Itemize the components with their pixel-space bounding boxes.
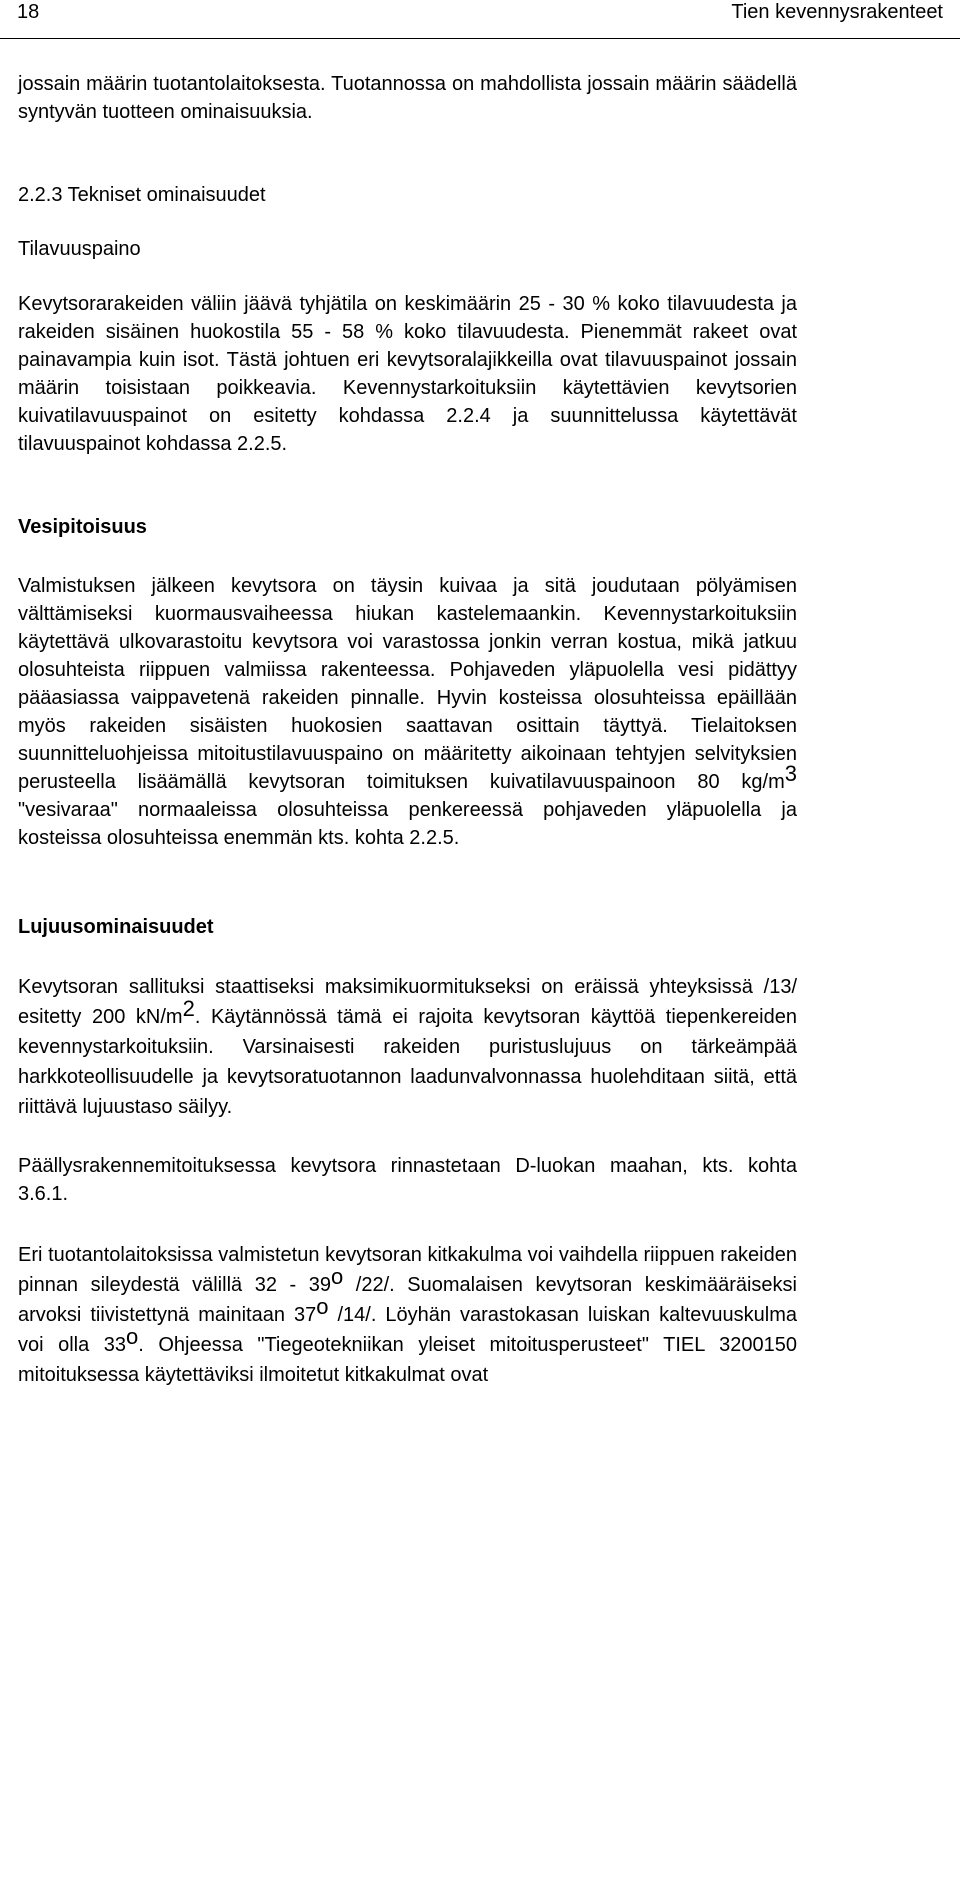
tilavuuspaino-paragraph: Kevytsorarakeiden väliin jäävä tyhjätila on keskimäärin 25 - 30 % koko tilavuudesta ja rakeiden sisäinen huokostila 55 - 58 % koko tilavuudesta. Pienemmät rakeet ovat painavampia kuin isot. Tästä johtuen eri kevytsoralajikkeilla ovat tilavuuspainot jossain määrin toisistaan poikkeavia. Kevennystarkoituksiin käytettävien kevytsorien kuivatilavuuspainot on esitetty kohdassa 2.2.4 ja suunnittelussa käytettävät tilavuuspainot kohdassa 2.2.5. xyxy=(18,293,797,455)
intro-paragraph: jossain määrin tuotantolaitoksesta. Tuotannossa on mahdollista jossain määrin säädellä syntyvän tuotteen ominaisuuksia. xyxy=(18,73,797,123)
vesipitoisuus-heading: Vesipitoisuus xyxy=(18,516,147,538)
lujuus-heading: Lujuusominaisuudet xyxy=(18,916,214,938)
lujuus-paragraph-1 xyxy=(18,972,797,1122)
running-title: Tien kevennysrakenteet xyxy=(731,1,943,23)
lujuus-p3-text-a: Eri tuotantolaitoksissa valmistetun kevytsoran kitkakulma voi vaihdella riippuen rakeiden pinnan sileydestä välillä 32 - 39 xyxy=(18,1244,797,1296)
degree-superscript: o xyxy=(126,1324,139,1349)
lujuus-p3-text-c: /14/. Löyhän varastokasan luiskan kaltevuuskulma voi olla 33 xyxy=(18,1304,797,1356)
page-number: 18 xyxy=(17,1,40,23)
lujuus-paragraph-2: Päällysrakennemitoituksessa kevytsora rinnastetaan D-luokan maahan, kts. kohta 3.6.1. xyxy=(18,1155,797,1205)
lujuus-p3-text-b: /22/. Suomalaisen kevytsoran keskimääräiseksi arvoksi tiivistettynä mainitaan 37 xyxy=(18,1274,797,1326)
unit-superscript: 3 xyxy=(784,761,797,786)
page-header xyxy=(0,0,960,40)
tilavuuspaino-heading: Tilavuuspaino xyxy=(18,238,141,260)
lujuus-p1-text-a: Kevytsoran sallituksi staattiseksi maksimikuormitukseksi on eräissä yhteyksissä /13/ esitetty 200 kN/m xyxy=(18,976,797,1028)
unit-superscript: 2 xyxy=(182,996,195,1021)
vesipitoisuus-paragraph xyxy=(18,572,797,852)
lujuus-p3-text-d: . Ohjeessa "Tiegeotekniikan yleiset mitoitusperusteet" TIEL 3200150 mitoituksessa käytettäviksi ilmoitetut kitkakulmat ovat xyxy=(18,1334,797,1386)
degree-superscript: o xyxy=(316,1294,329,1319)
vesipitoisuus-text-a: Valmistuksen jälkeen kevytsora on täysin kuivaa ja sitä joudutaan pölyämisen välttämiseksi kuormausvaiheessa hiukan kastelemaankin. Kevennystarkoituksiin käytettävä ulkovarastoitu kevytsora voi varastossa jonkin verran kostua, mikä jatkuu olosuhteista riippuen valmiissa rakenteessa. Pohjaveden yläpuolella vesi pidättyy pääasiassa vaippavetenä rakeiden pinnalle. Hyvin kosteissa olosuhteissa epäillään myös rakeiden sisäisten huokosien saattavan osittain täyttyä. Tielaitoksen suunnitteluohjeissa mitoitustilavuuspaino on määritetty aikoinaan tehtyjen selvityksien perusteella lisäämällä kevytsoran toimituksen kuivatilavuuspainoon 80 kg/m xyxy=(18,575,797,793)
vesipitoisuus-text-b: "vesivaraa" normaaleissa olosuhteissa penkereessä pohjaveden yläpuolella ja kosteissa olosuhteissa enemmän kts. kohta 2.2.5. xyxy=(18,799,797,849)
header-rule xyxy=(0,38,960,39)
lujuus-paragraph-3 xyxy=(18,1240,797,1390)
degree-superscript: o xyxy=(330,1264,344,1289)
section-heading: 2.2.3 Tekniset ominaisuudet xyxy=(18,184,266,206)
page-content xyxy=(18,70,797,1390)
lujuus-p1-text-b: . Käytännössä tämä ei rajoita kevytsoran käyttöä tiepenkereiden kevennystarkoituksiin. Varsinaisesti rakeiden puristuslujuus on tärkeämpää harkkoteollisuudelle ja kevytsoratuotannon laadunvalvonnassa huolehditaan siitä, että riittävä lujuustaso säilyy. xyxy=(18,1006,797,1118)
